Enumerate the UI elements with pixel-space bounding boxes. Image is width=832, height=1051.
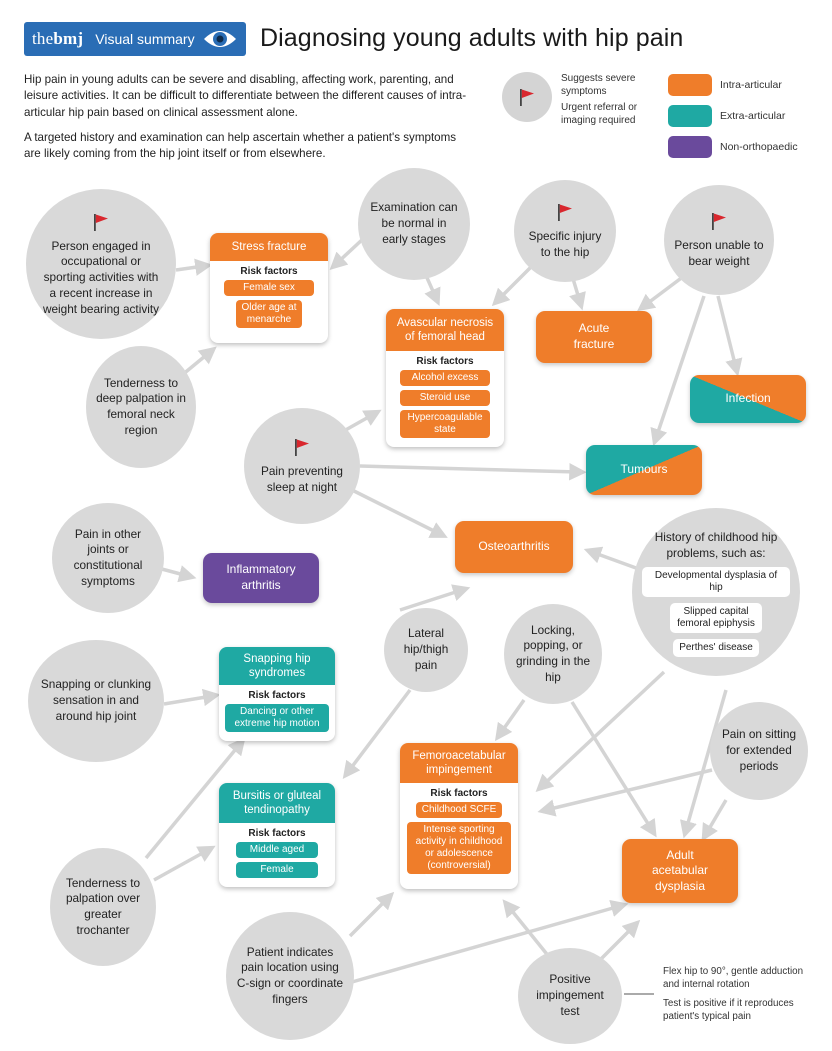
risk-pill-middle-aged: Middle aged [236,842,318,858]
circle-specific-injury [514,180,616,282]
intro-paragraph-1: Hip pain in young adults can be severe and disabling, affecting work, parenting, and leisure activities. It can be difficult to differentiate between the different causes of intra-articular hip pain based on clinical assessment alone. [24,73,467,119]
red-flag-icon [708,210,730,232]
legend-label-nonortho: Non-orthopaedic [720,141,798,153]
red-flag-icon [516,86,538,108]
circle-c-sign-text: Patient indicates pain location using C-sign or coordinate fingers [236,944,344,1006]
circle-pain-sitting [710,702,808,800]
impingement-test-instruction: Flex hip to 90°, gentle adduction and internal rotation [663,966,804,990]
risk-factors-label: Risk factors [248,690,306,701]
circle-lateral-pain [384,608,468,692]
legend-flag-text-1: Suggests severe symptoms [561,73,636,97]
box-inflammatory-arthritis [203,553,319,603]
intro-paragraph-2: A targeted history and examination can help ascertain whether a patient's symptoms are likely coming from the hip joint itself or from elsewhere. [24,131,457,161]
circle-c-sign [226,912,354,1040]
risk-pill-alcohol: Alcohol excess [400,370,490,386]
impingement-test-criteria: Test is positive if it reproduces patient's typical pain [663,998,794,1022]
circle-unable-bear-weight [664,185,774,295]
fai-title: Femoroacetabular impingement [400,743,518,783]
box-adult-acetabular-dysplasia [622,839,738,903]
childhood-item-perthes: Perthes' disease [673,639,759,657]
circle-tenderness-femoral-text: Tenderness to deep palpation in femoral neck region [96,375,186,437]
circle-snapping-text: Snapping or clunking sensation in and around hip joint [40,677,152,723]
legend-label-intra: Intra-articular [720,79,782,91]
risk-pill-intense-sporting: Intense sporting activity in childhood or adolescence (controversial) [407,822,511,874]
page-title: Diagnosing young adults with hip pain [260,24,684,52]
card-bursitis [219,783,335,887]
dysplasia-label: Adult acetabular dysplasia [651,847,709,893]
circle-childhood-history-text: History of childhood hip problems, such as: [654,530,778,560]
risk-factors-label: Risk factors [240,266,298,277]
box-osteoarthritis [455,521,573,573]
circle-examination-normal [358,168,470,280]
visual-summary-label: Visual summary [95,31,195,47]
circle-locking-popping [504,604,602,704]
risk-pill-steroid: Steroid use [400,390,490,406]
circle-impingement-test [518,948,622,1044]
red-flag-icon [291,436,313,458]
childhood-item-ddh: Developmental dysplasia of hip [642,567,790,597]
avn-title: Avascular necrosis of femoral head [386,309,504,351]
circle-lateral-pain-text: Lateral hip/thigh pain [403,626,449,672]
circle-tenderness-trochanter-text: Tenderness to palpation over greater trochanter [65,875,141,937]
risk-factors-label: Risk factors [416,356,474,367]
brand-logo-text: thebmj [32,29,84,48]
legend-flag-text-2: Urgent referral or imaging required [561,102,638,126]
risk-pill-hypercoagulable: Hypercoagulable state [400,410,490,438]
circle-unable-bear-weight-text: Person unable to bear weight [674,238,764,268]
risk-factors-label: Risk factors [430,788,488,799]
risk-pill-childhood-scfe: Childhood SCFE [416,802,502,818]
risk-pill-female: Female [236,862,318,878]
risk-pill-dancing: Dancing or other extreme hip motion [225,704,329,732]
circle-impingement-test-text: Positive impingement test [536,972,604,1018]
stress-fracture-title: Stress fracture [210,233,328,261]
bmj-visual-summary-logo [24,22,246,56]
circle-locking-text: Locking, popping, or grinding in the hip [515,622,591,684]
snapping-hip-title: Snapping hip syndromes [219,647,335,685]
tumours-label: Tumours [620,462,668,477]
legend-swatch-intra [668,74,712,96]
card-femoroacetabular-impingement [400,743,518,889]
risk-pill-female-sex: Female sex [224,280,314,296]
risk-factors-label: Risk factors [248,828,306,839]
circle-pain-sleep [244,408,360,524]
risk-pill-older-age-menarche: Older age at menarche [236,300,302,328]
card-stress-fracture [210,233,328,343]
eye-icon [202,26,238,52]
circle-pain-sitting-text: Pain on sitting for extended periods [721,727,797,773]
red-flag-icon [90,211,112,233]
legend-swatch-nonortho [668,136,712,158]
box-infection [690,375,806,423]
bursitis-title: Bursitis or gluteal tendinopathy [219,783,335,823]
legend-swatch-extra [668,105,712,127]
red-flag-icon [554,201,576,223]
circle-examination-text: Examination can be normal in early stages [370,200,458,246]
circle-tenderness-femoral-neck [86,346,196,468]
circle-occupational-text: Person engaged in occupational or sporting activities with a recent increase in weight bearing activity [42,238,160,316]
childhood-item-scfe: Slipped capital femoral epiphysis [670,603,762,633]
circle-specific-injury-text: Specific injury to the hip [528,229,602,259]
circle-occupational-activity [26,189,176,339]
circle-childhood-history [632,508,800,676]
osteoarthritis-label: Osteoarthritis [478,539,550,554]
box-acute-fracture [536,311,652,363]
acute-fracture-label: Acute fracture [573,321,615,351]
circle-snapping-sensation [28,640,164,762]
card-snapping-hip [219,647,335,741]
circle-pain-other-joints-text: Pain in other joints or constitutional symptoms [73,526,143,588]
inflammatory-arthritis-label: Inflammatory arthritis [226,562,296,592]
box-tumours [586,445,702,495]
circle-pain-sleep-text: Pain preventing sleep at night [261,464,343,494]
circle-pain-other-joints [52,503,164,613]
circle-tenderness-trochanter [50,848,156,966]
card-avascular-necrosis [386,309,504,447]
legend-flag-circle [502,72,552,122]
infection-label: Infection [725,391,771,406]
legend-label-extra: Extra-articular [720,110,786,122]
